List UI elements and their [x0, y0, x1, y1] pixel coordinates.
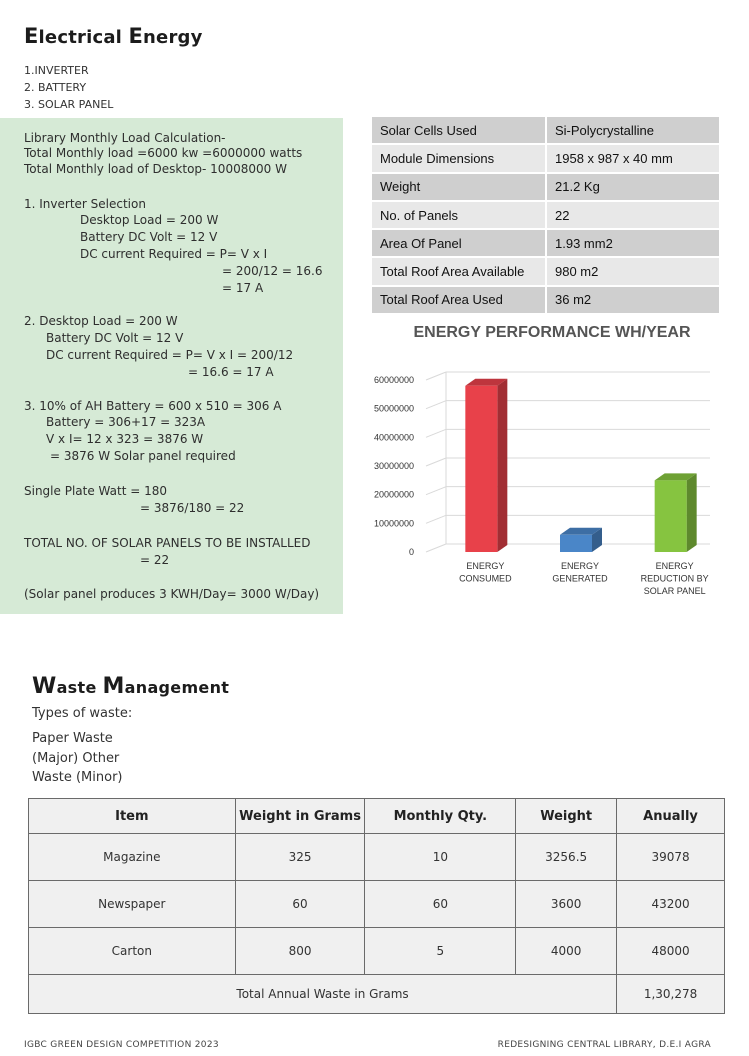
- spec-value: 36 m2: [546, 286, 719, 314]
- waste-table: [28, 798, 725, 1014]
- spec-row: [372, 257, 719, 285]
- table-cell: 3600: [516, 881, 617, 928]
- gridline-depth: [426, 487, 446, 495]
- table-cell: 3256.5: [516, 834, 617, 881]
- spec-label: Total Roof Area Available: [372, 257, 546, 285]
- gridline-depth: [426, 544, 446, 552]
- table-row: [29, 834, 725, 881]
- table-cell: 60: [235, 881, 365, 928]
- calc-line: Total Monthly load =6000 kw =6000000 watts: [24, 146, 303, 160]
- spec-label: Weight: [372, 173, 546, 201]
- calc-line: Desktop Load = 200 W: [80, 213, 219, 227]
- gridline-depth: [426, 401, 446, 409]
- page-title: Electrical Energy: [24, 24, 203, 48]
- spec-value: 21.2 Kg: [546, 173, 719, 201]
- calc-line: (Solar panel produces 3 KWH/Day= 3000 W/Day): [24, 587, 320, 601]
- spec-row: [372, 117, 719, 144]
- footer-competition: IGBC GREEN DESIGN COMPETITION 2023: [24, 1040, 219, 1050]
- x-category-label: ENERGY: [655, 561, 694, 571]
- spec-value: Si-Polycrystalline: [546, 117, 719, 144]
- y-tick-label: 60000000: [373, 375, 414, 385]
- table-cell: 4000: [516, 928, 617, 975]
- spec-label: No. of Panels: [372, 201, 546, 229]
- gridline-depth: [426, 372, 446, 380]
- calc-line: Battery DC Volt = 12 V: [46, 331, 184, 345]
- table-cell: Newspaper: [29, 881, 236, 928]
- calc-line: Single Plate Watt = 180: [24, 484, 167, 498]
- spec-row: [372, 201, 719, 229]
- table-row: [29, 881, 725, 928]
- spec-value: 1.93 mm2: [546, 229, 719, 257]
- table-cell: Magazine: [29, 834, 236, 881]
- table-cell: 10: [365, 834, 516, 881]
- calc-line: = 22: [140, 553, 170, 567]
- y-tick-label: 50000000: [373, 403, 414, 414]
- load-calculation-panel: [0, 118, 343, 614]
- calc-line: = 16.6 = 17 A: [188, 365, 274, 379]
- energy-performance-chart: [360, 355, 730, 605]
- y-tick-label: 30000000: [373, 461, 414, 471]
- spec-value: 980 m2: [546, 257, 719, 285]
- component-item: 1.INVERTER: [24, 64, 89, 77]
- waste-subtitle: Types of waste:: [32, 706, 133, 721]
- gridline-depth: [426, 429, 446, 437]
- bar: [465, 386, 497, 552]
- bar: [560, 535, 592, 552]
- y-tick-label: 20000000: [373, 489, 414, 500]
- spec-row: [372, 229, 719, 257]
- calc-line: DC current Required = P= V x I: [80, 247, 268, 261]
- waste-table-header-row: [29, 799, 725, 834]
- calc-line: V x I= 12 x 323 = 3876 W: [46, 432, 204, 446]
- calc-line: 3. 10% of AH Battery = 600 x 510 = 306 A: [24, 399, 282, 413]
- bar-side: [497, 379, 507, 552]
- column-header: Monthly Qty.: [365, 799, 516, 834]
- component-item: 2. BATTERY: [24, 81, 87, 94]
- total-row: [29, 975, 725, 1014]
- y-tick-label: 40000000: [373, 432, 414, 443]
- bar: [655, 480, 687, 552]
- calc-line: DC current Required = P= V x I = 200/12: [46, 348, 294, 362]
- table-row: [29, 928, 725, 975]
- column-header: Anually: [617, 799, 725, 834]
- bar-side: [687, 473, 697, 552]
- calc-line: = 200/12 = 16.6: [222, 264, 323, 278]
- x-category-label: ENERGY: [466, 561, 505, 571]
- gridline-depth: [426, 458, 446, 466]
- spec-row: [372, 173, 719, 201]
- calc-line: Battery DC Volt = 12 V: [80, 230, 218, 244]
- calc-line: = 3876 W Solar panel required: [50, 449, 236, 463]
- gridline-depth: [426, 515, 446, 523]
- calc-line: 2. Desktop Load = 200 W: [24, 314, 178, 328]
- x-category-label: SOLAR PANEL: [643, 586, 706, 596]
- waste-types: [32, 729, 123, 788]
- chart-title: ENERGY PERFORMANCE WH/YEAR: [413, 324, 691, 341]
- table-cell: 5: [365, 928, 516, 975]
- spec-row: [372, 144, 719, 172]
- total-label: Total Annual Waste in Grams: [29, 975, 617, 1014]
- column-header: Weight in Grams: [235, 799, 365, 834]
- spec-label: Solar Cells Used: [372, 117, 546, 144]
- table-cell: 39078: [617, 834, 725, 881]
- table-cell: Carton: [29, 928, 236, 975]
- waste-type-line: Waste (Minor): [32, 770, 123, 785]
- spec-value: 1958 x 987 x 40 mm: [546, 144, 719, 172]
- calc-line: Battery = 306+17 = 323A: [46, 415, 206, 429]
- footer-project: REDESIGNING CENTRAL LIBRARY, D.E.I AGRA: [497, 1040, 711, 1050]
- column-header: Item: [29, 799, 236, 834]
- table-cell: 325: [235, 834, 365, 881]
- calc-line: 1. Inverter Selection: [24, 197, 146, 211]
- spec-label: Area Of Panel: [372, 229, 546, 257]
- solar-spec-table: [372, 117, 719, 315]
- spec-label: Module Dimensions: [372, 144, 546, 172]
- column-header: Weight: [516, 799, 617, 834]
- calc-line: TOTAL NO. OF SOLAR PANELS TO BE INSTALLED: [24, 536, 311, 550]
- spec-value: 22: [546, 201, 719, 229]
- x-category-label: CONSUMED: [459, 573, 512, 584]
- y-tick-label: 0: [408, 547, 414, 557]
- component-item: 3. SOLAR PANEL: [24, 98, 114, 111]
- calc-line: = 3876/180 = 22: [140, 501, 245, 515]
- y-tick-label: 10000000: [373, 518, 414, 529]
- calc-line: = 17 A: [222, 281, 264, 295]
- total-value: 1,30,278: [617, 975, 725, 1014]
- table-cell: 48000: [617, 928, 725, 975]
- waste-title: Waste Management: [32, 674, 230, 699]
- spec-row: [372, 286, 719, 314]
- calc-line: Total Monthly load of Desktop- 10008000 W: [24, 162, 287, 176]
- component-list: [24, 62, 113, 113]
- waste-type-line: Paper Waste: [32, 731, 113, 746]
- x-category-label: REDUCTION BY: [640, 573, 709, 584]
- spec-label: Total Roof Area Used: [372, 286, 546, 314]
- table-cell: 800: [235, 928, 365, 975]
- x-category-label: ENERGY: [560, 561, 600, 571]
- waste-type-line: (Major) Other: [32, 750, 120, 766]
- x-category-label: GENERATED: [552, 573, 608, 584]
- table-cell: 43200: [617, 881, 725, 928]
- table-cell: 60: [365, 881, 516, 928]
- calc-line: Library Monthly Load Calculation-: [24, 131, 226, 145]
